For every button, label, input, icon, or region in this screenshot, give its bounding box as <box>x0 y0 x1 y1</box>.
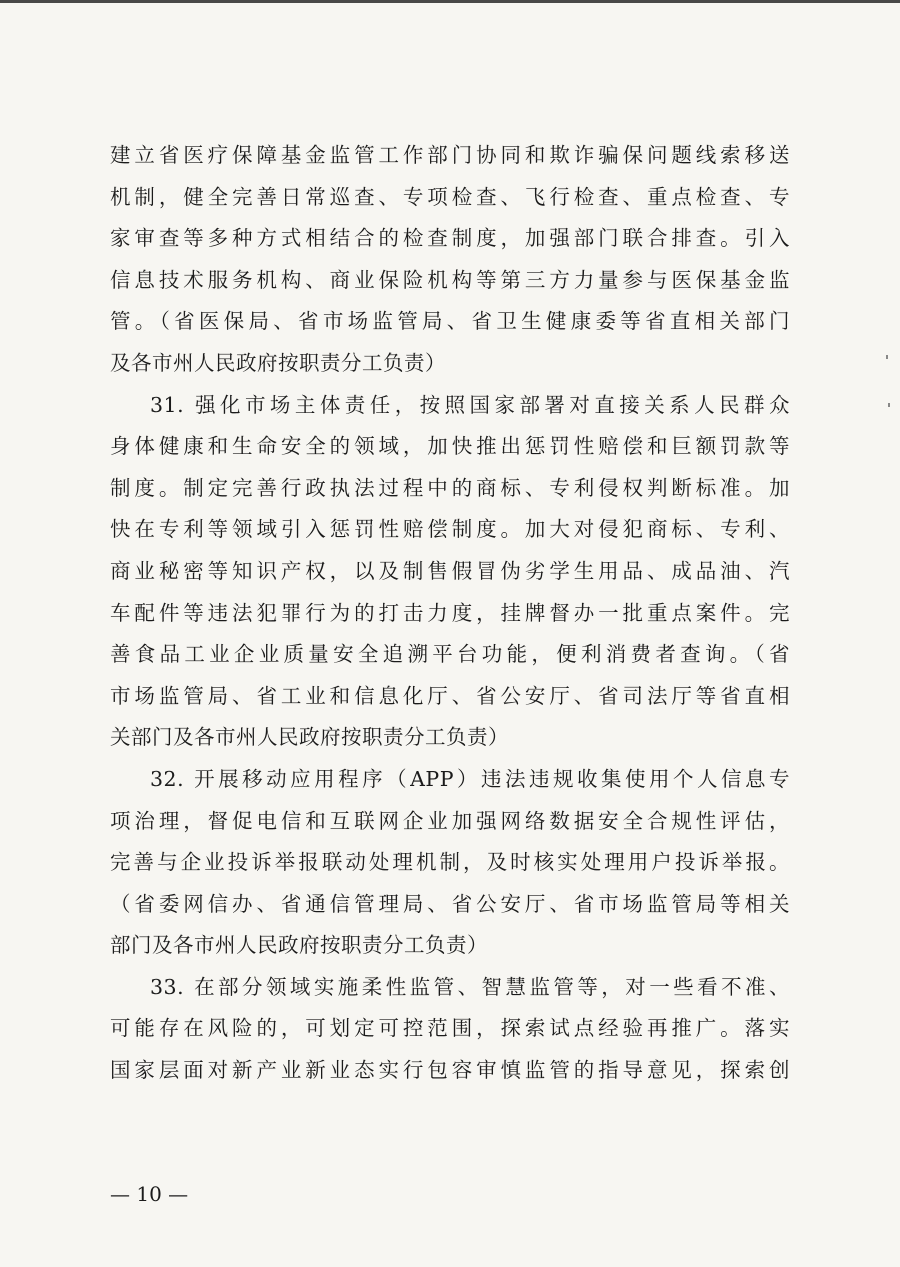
scan-top-edge <box>0 0 900 3</box>
text-line: 建立省医疗保障基金监管工作部门协同和欺诈骗保问题线索移送 <box>110 143 790 167</box>
text-line: （省委网信办、省通信管理局、省公安厅、省市场监管局等相关 <box>110 891 790 916</box>
body-text <box>110 135 790 1092</box>
text-line: 部门及各市州人民政府按职责分工负责） <box>110 933 488 958</box>
text-line: 机制，健全完善日常巡查、专项检查、飞行检查、重点检查、专 <box>110 184 790 209</box>
text-line: 家审查等多种方式相结合的检查制度，加强部门联合排查。引入 <box>110 226 790 251</box>
page-number: — 10 — <box>110 1182 189 1206</box>
text-line: 市场监管局、省工业和信息化厅、省公安厅、省司法厅等省直相 <box>110 683 790 708</box>
text-line: 31. 强化市场主体责任，按照国家部署对直接关系人民群众 <box>150 392 790 417</box>
text-line: 可能存在风险的，可划定可控范围，探索试点经验再推广。落实 <box>110 1016 790 1041</box>
text-line: 商业秘密等知识产权，以及制售假冒伪劣学生用品、成品油、汽 <box>110 558 790 583</box>
text-line: 善食品工业企业质量安全追溯平台功能，便利消费者查询。（省 <box>110 642 790 667</box>
text-line: 身体健康和生命安全的领域，加快推出惩罚性赔偿和巨额罚款等 <box>110 434 790 459</box>
scan-dot <box>888 403 890 407</box>
text-line: 制度。制定完善行政执法过程中的商标、专利侵权判断标准。加 <box>110 475 790 500</box>
text-line: 信息技术服务机构、商业保险机构等第三方力量参与医保基金监 <box>110 267 790 292</box>
text-line: 国家层面对新产业新业态实行包容审慎监管的指导意见，探索创 <box>110 1058 790 1083</box>
text-line: 快在专利等领域引入惩罚性赔偿制度。加大对侵犯商标、专利、 <box>110 517 790 542</box>
scan-margin-marks <box>884 355 894 415</box>
text-line: 关部门及各市州人民政府按职责分工负责） <box>110 725 509 750</box>
text-line: 项治理，督促电信和互联网企业加强网络数据安全合规性评估， <box>110 808 790 833</box>
text-line: 32. 开展移动应用程序（APP）违法违规收集使用个人信息专 <box>150 766 790 791</box>
scan-dot <box>886 355 888 359</box>
text-line: 33. 在部分领域实施柔性监管、智慧监管等，对一些看不准、 <box>150 974 790 999</box>
text-line: 完善与企业投诉举报联动处理机制，及时核实处理用户投诉举报。 <box>110 850 790 875</box>
text-line: 车配件等违法犯罪行为的打击力度，挂牌督办一批重点案件。完 <box>110 600 790 625</box>
text-line: 及各市州人民政府按职责分工负责） <box>110 350 446 375</box>
text-line: 管。（省医保局、省市场监管局、省卫生健康委等省直相关部门 <box>110 309 790 334</box>
